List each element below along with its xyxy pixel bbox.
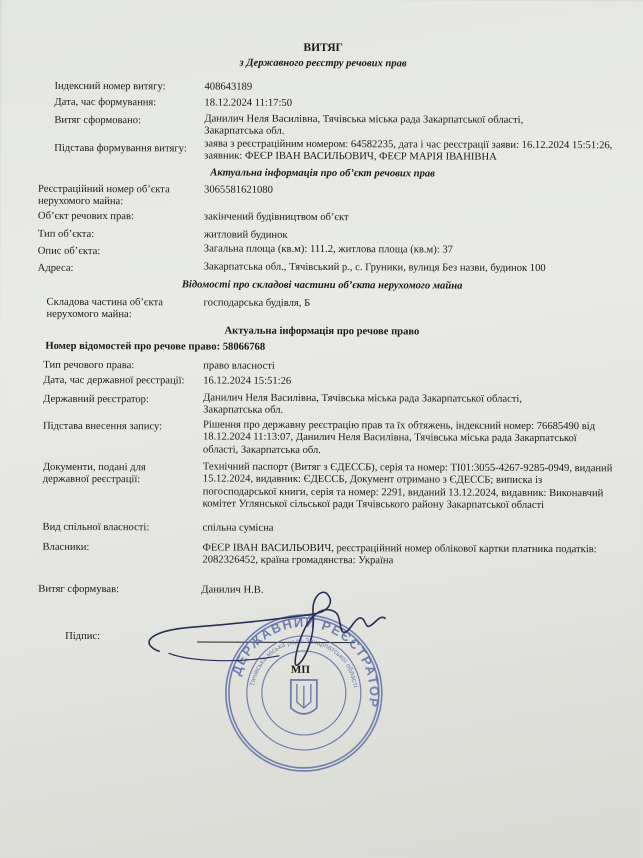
object-description-label: Опис об’єкта: <box>37 245 101 258</box>
part-value: господарська будівля, Б <box>203 297 311 309</box>
owners-label: Власники: <box>42 541 90 553</box>
index-number-value: 408643189 <box>204 81 253 93</box>
formed-by-footer-label: Витяг сформував: <box>38 583 120 596</box>
section-right-heading: Актуальна інформація про речове право <box>224 325 420 338</box>
stamp-inner-text: Тячівська міська рада Закарпатської області <box>249 637 359 688</box>
documents-label: Документи, подані для державної реєстрації: <box>42 461 146 486</box>
formed-datetime-value: 18.12.2024 11:17:50 <box>204 97 293 109</box>
signature-label: Підпис: <box>65 630 101 643</box>
formed-by-footer-value: Данилич Н.В. <box>201 584 264 596</box>
object-reg-number-value: 3065581621080 <box>204 184 273 196</box>
right-number-line: Номер відомостей про речове право: 58066768 <box>45 340 266 353</box>
object-reg-number-label: Реєстраційний номер об’єкта нерухомого майна: <box>37 183 170 208</box>
owners-value: ФЕЄР ІВАН ВАСИЛЬОВИЧ, реєстраційний номер облікової картки платника податків: 2082326452, країна громадянства: Україна <box>202 542 597 567</box>
object-address-label: Адреса: <box>37 262 74 274</box>
documents-value: Технічний паспорт (Витяг з ЄДЕССБ), серія та номер: ТІ01:3055-4267-9285-0949, виданий 15.12.2024, видавник: ЄДЕССБ, Документ отримано з ЄДЕССБ; виписка із погосподарської книги, серія та номер: 2291, виданий 13.12.2024, видавник: Виконавчий комітет Углянської сільської ради Тячівського району Закарпатської області <box>202 461 613 512</box>
index-number-label: Індексний номер витягу: <box>54 80 166 93</box>
part-label: Складова частина об’єкта нерухомого майна: <box>46 296 163 321</box>
basis-label: Підстава формування витягу: <box>54 142 187 155</box>
mp-label: МП <box>290 663 310 676</box>
document-title: ВИТЯГ <box>303 41 343 55</box>
co-ownership-label: Вид спільної власності: <box>42 521 150 534</box>
formed-by-label: Витяг сформовано: <box>54 114 142 127</box>
registrar-label: Державний реєстратор: <box>43 393 149 406</box>
object-kind-label: Тип об’єкта: <box>37 228 95 241</box>
registrar-value: Данилич Неля Василівна, Тячівська міська рада Закарпатської області, Закарпатська обл. <box>203 392 523 417</box>
co-ownership-value: спільна сумісна <box>202 522 274 534</box>
handwritten-signature <box>129 583 399 694</box>
object-address-value: Закарпатська обл., Тячівський р., с. Груники, вулиця Без назви, будинок 100 <box>203 261 546 274</box>
registration-datetime-label: Дата, час державної реєстрації: <box>43 374 185 387</box>
right-type-value: право власності <box>203 360 275 372</box>
section-object-heading: Актуальна інформація про об’єкт речових прав <box>210 167 435 180</box>
section-parts-heading: Відомості про складові частини об’єкта нерухомого майна <box>181 279 463 292</box>
basis-value: заява з реєстраційним номером: 64582235, дата і час реєстрації заяви: 16.12.2024 15:51:26, заявник: ФЕЄР ІВАН ВАСИЛЬОВИЧ, ФЕЄР МАРІЯ ІВАНІВНА <box>204 138 613 164</box>
object-kind-value: житловий будинок <box>203 229 288 241</box>
object-description-value: Загальна площа (кв.м): 111.2, житлова площа (кв.м): 37 <box>203 243 454 256</box>
formed-datetime-label: Дата, час формування: <box>54 96 157 109</box>
document-subtitle: з Державного реєстру речових прав <box>239 57 407 70</box>
stamp-outer-text: ДЕРЖАВНИЙ РЕЄСТРАТОР <box>228 614 382 710</box>
formed-by-value: Данилич Неля Василівна, Тячівська міська рада Закарпатської області, Закарпатська обл. <box>204 113 524 138</box>
object-type-value: закінчений будівництвом об’єкт <box>203 211 349 224</box>
entry-basis-value: Рішення про державну реєстрацію прав та їх обтяжень, індексний номер: 76685490 від 18.12.2024 11:13:07, Данилич Неля Василівна, Тячівська міська рада Закарпатської області, Закарпатська обл. <box>202 419 596 456</box>
right-type-label: Тип речового права: <box>43 359 135 372</box>
object-type-label: Об’єкт речових прав: <box>37 210 134 223</box>
registration-datetime-value: 16.12.2024 15:51:26 <box>203 375 292 387</box>
entry-basis-label: Підстава внесення запису: <box>42 420 163 433</box>
